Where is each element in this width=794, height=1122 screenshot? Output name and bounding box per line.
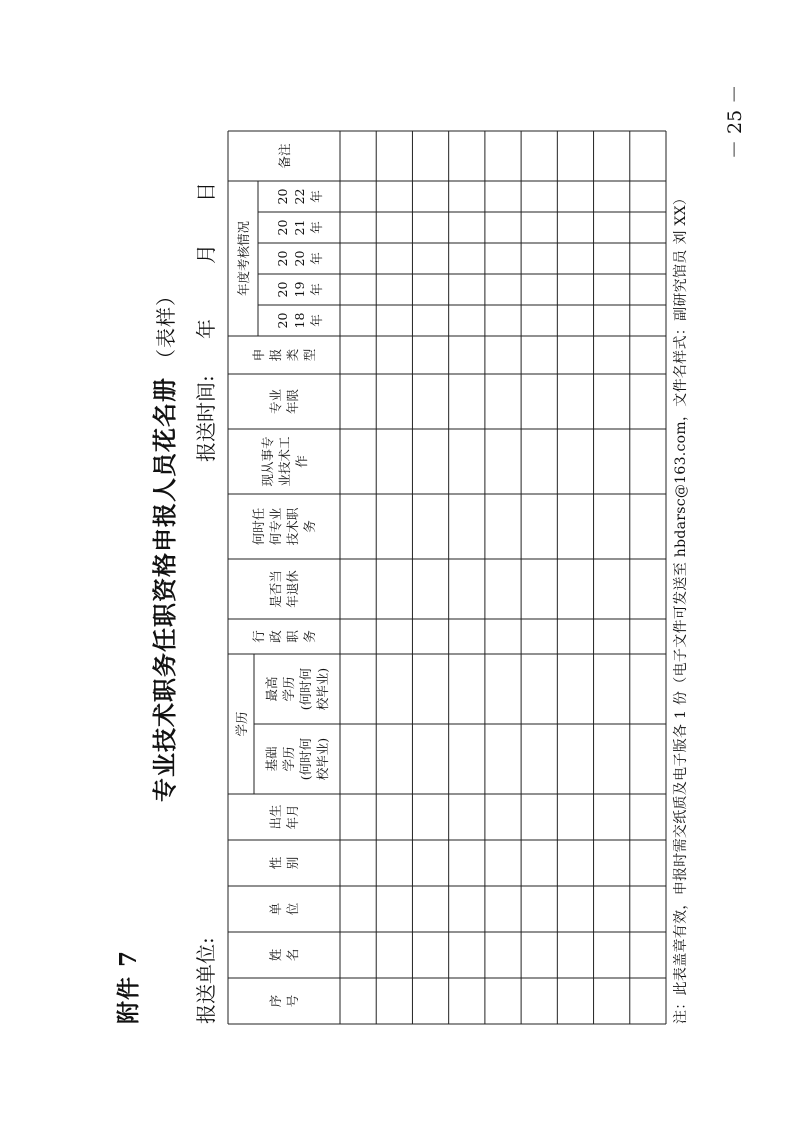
attachment-label: 附件 7 — [115, 949, 142, 1024]
title-text: 专业技术职务任职资格申报人员花名册 — [150, 377, 179, 802]
date-day: 日 — [194, 182, 218, 202]
header-birth: 出生 年月 — [268, 804, 300, 830]
title-note: （表样） — [154, 285, 178, 369]
footnote: 注：此表盖章有效，申报时需交纸质及电子版各 1 份（电子文件可发送至 hbdarsc@163.com，文件名样式：副研究馆员 刘 XX） — [673, 190, 689, 1024]
header-year-2020: 20 20 年 — [274, 250, 324, 267]
header-admin-post: 行 政 职 务 — [251, 630, 317, 643]
date-year: 年 — [194, 319, 218, 339]
header-year-2018: 20 18 年 — [274, 312, 324, 329]
header-retire: 是否当 年退休 — [268, 570, 300, 608]
header-education: 学历 — [233, 711, 249, 737]
header-gender: 性 别 — [268, 856, 300, 870]
header-seq: 序 号 — [268, 994, 300, 1008]
header-year-2021: 20 21 年 — [274, 219, 324, 236]
header-current-work: 现从事专 业技术工 作 — [259, 436, 309, 487]
header-years: 专业 年限 — [268, 389, 300, 415]
header-year-2019: 20 19 年 — [274, 281, 324, 298]
report-unit-label: 报送单位: — [194, 937, 218, 1024]
report-time-label: 报送时间: — [194, 375, 218, 462]
header-remarks: 备注 — [276, 143, 292, 169]
date-month: 月 — [194, 244, 218, 264]
header-annual: 年度考核情况 — [235, 221, 251, 297]
header-unit: 单 位 — [268, 902, 300, 916]
header-when-post: 何时任 何专业 技术职 务 — [251, 507, 317, 546]
page-number: － 25 － — [724, 84, 746, 159]
header-edu-highest: 最高 学历 (何时何 校毕业) — [264, 667, 330, 711]
header-edu-basic: 基础 学历 (何时何 校毕业) — [264, 737, 330, 781]
header-year-2022: 20 22 年 — [274, 188, 324, 205]
header-name: 姓 名 — [268, 948, 300, 962]
header-apply-type: 申 报 类 型 — [251, 348, 317, 362]
